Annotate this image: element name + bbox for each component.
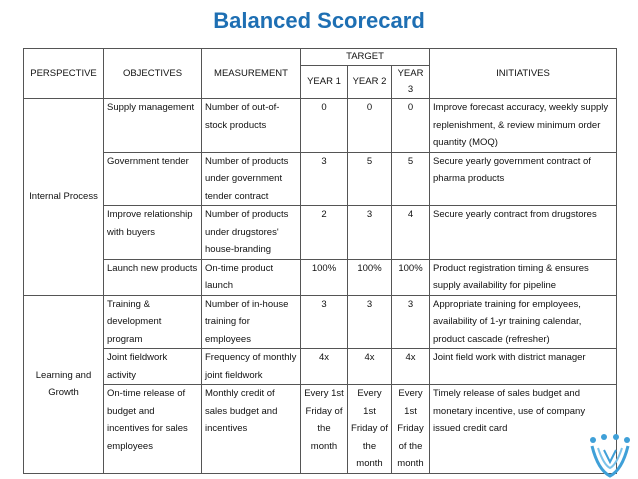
initiative-cell: Secure yearly government contract of pharma products <box>430 152 617 206</box>
year2-cell: 3 <box>348 295 392 349</box>
header-objectives: OBJECTIVES <box>104 49 202 99</box>
year3-cell: 5 <box>392 152 430 206</box>
table-row <box>24 259 617 295</box>
year2-cell: Every 1st Friday of the month <box>348 385 392 474</box>
header-year-2: YEAR 2 <box>348 66 392 99</box>
scorecard-table <box>23 48 617 474</box>
measurement-cell: On-time product launch <box>202 259 301 295</box>
measurement-cell: Number of products under government tender contract <box>202 152 301 206</box>
year1-cell: 3 <box>301 295 348 349</box>
header-target: TARGET <box>301 49 430 66</box>
perspective-internal-process: Internal Process <box>24 99 104 296</box>
year2-cell: 0 <box>348 99 392 153</box>
initiative-cell: Secure yearly contract from drugstores <box>430 206 617 260</box>
year1-cell: 2 <box>301 206 348 260</box>
year3-cell: 4 <box>392 206 430 260</box>
measurement-cell: Number of out-of-stock products <box>202 99 301 153</box>
measurement-cell: Number of products under drugstores' house-branding <box>202 206 301 260</box>
year1-cell: 0 <box>301 99 348 153</box>
objective-cell: Supply management <box>104 99 202 153</box>
year3-cell: 3 <box>392 295 430 349</box>
initiative-cell: Product registration timing & ensures supply availability for pipeline <box>430 259 617 295</box>
year1-cell: 4x <box>301 349 348 385</box>
initiative-cell: Appropriate training for employees, availability of 1-yr training calendar, product cascade (refresher) <box>430 295 617 349</box>
header-year-1: YEAR 1 <box>301 66 348 99</box>
year3-cell: Every 1st Friday of the month <box>392 385 430 474</box>
table-row <box>24 385 617 474</box>
measurement-cell: Monthly credit of sales budget and incentives <box>202 385 301 474</box>
page-title: Balanced Scorecard <box>213 8 425 33</box>
logo-icon <box>584 432 636 478</box>
objective-cell: Launch new products <box>104 259 202 295</box>
year3-cell: 4x <box>392 349 430 385</box>
year2-cell: 5 <box>348 152 392 206</box>
year1-cell: 3 <box>301 152 348 206</box>
objective-cell: Improve relationship with buyers <box>104 206 202 260</box>
header-measurement: MEASUREMENT <box>202 49 301 99</box>
year1-cell: Every 1st Friday of the month <box>301 385 348 474</box>
header-perspective: PERSPECTIVE <box>24 49 104 99</box>
table-row <box>24 295 617 349</box>
table-row <box>24 152 617 206</box>
table-row <box>24 99 617 153</box>
initiative-cell: Improve forecast accuracy, weekly supply replenishment, & review minimum order quantity (MOQ) <box>430 99 617 153</box>
year3-cell: 0 <box>392 99 430 153</box>
year2-cell: 3 <box>348 206 392 260</box>
year2-cell: 100% <box>348 259 392 295</box>
objective-cell: Training & development program <box>104 295 202 349</box>
initiative-cell: Joint field work with district manager <box>430 349 617 385</box>
measurement-cell: Number of in-house training for employees <box>202 295 301 349</box>
header-initiatives: INITIATIVES <box>430 49 617 99</box>
table-row <box>24 349 617 385</box>
header-year-3: YEAR 3 <box>392 66 430 99</box>
year3-cell: 100% <box>392 259 430 295</box>
perspective-learning-growth: Learning and Growth <box>24 295 104 473</box>
objective-cell: Government tender <box>104 152 202 206</box>
objective-cell: Joint fieldwork activity <box>104 349 202 385</box>
year2-cell: 4x <box>348 349 392 385</box>
year1-cell: 100% <box>301 259 348 295</box>
objective-cell: On-time release of budget and incentives for sales employees <box>104 385 202 474</box>
initiative-cell: Timely release of sales budget and monetary incentive, use of company issued credit card <box>430 385 617 474</box>
table-row <box>24 206 617 260</box>
measurement-cell: Frequency of monthly joint fieldwork <box>202 349 301 385</box>
